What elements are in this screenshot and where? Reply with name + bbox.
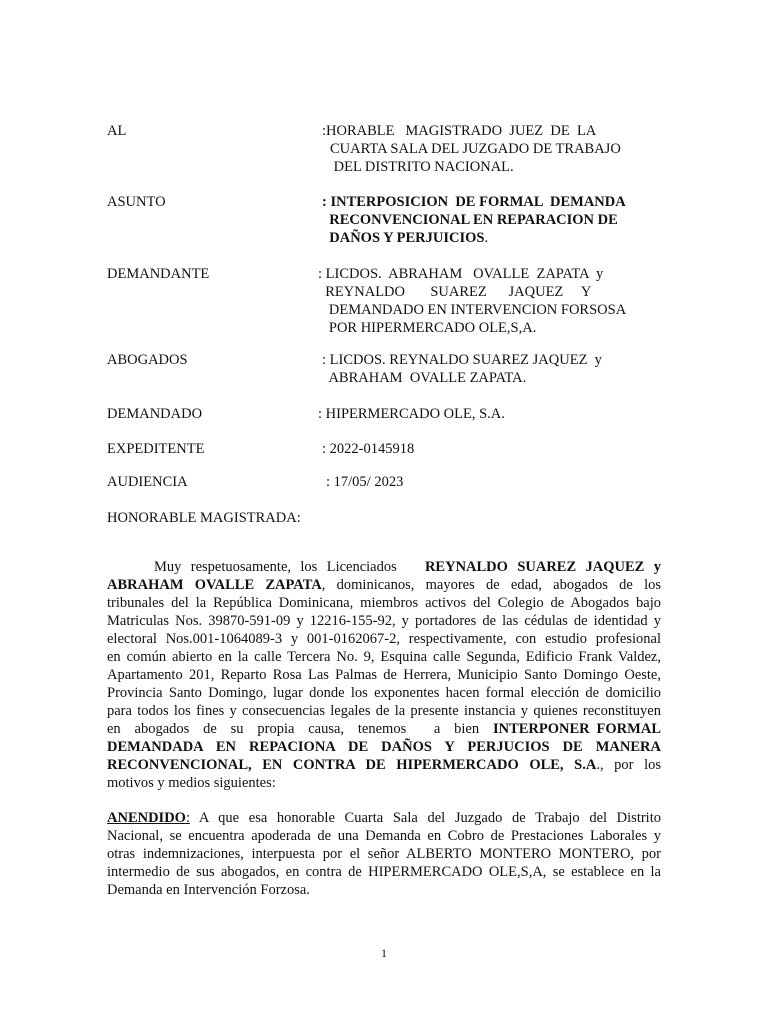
- p1-line-2-text: , dominicanos, mayores de edad, abogados de los: [321, 577, 661, 593]
- p1-line-5: electoral Nos.001-1064089-3 y 001-0162067-2, respectivamente, con estudio profesional: [107, 631, 661, 647]
- p1-line-11: DEMANDADA EN REPACIONA DE DAÑOS Y PERJUCIOS DE MANERA: [107, 739, 661, 755]
- p1-line-1: [107, 558, 661, 576]
- al-line-2: CUARTA SALA DEL JUZGADO DE TRABAJO: [330, 141, 621, 157]
- abogados-line-2: ABRAHAM OVALLE ZAPATA.: [322, 370, 527, 386]
- header-value-demandado: : HIPERMERCADO OLE, S.A.: [318, 406, 505, 422]
- p1-bold-name-2: ABRAHAM OVALLE ZAPATA: [107, 577, 322, 593]
- asunto-line-2: RECONVENCIONAL EN REPARACION DE: [322, 212, 618, 228]
- asunto-line-3-text: DAÑOS Y PERJUICIOS: [322, 230, 485, 246]
- abogados-line-1: : LICDOS. REYNALDO SUAREZ JAQUEZ y: [322, 352, 602, 368]
- p1-line-6: en común abierto en la calle Tercera No. 9, Esquina calle Segunda, Edificio Frank Valdez,: [107, 649, 661, 665]
- p2-line-1-text: A que esa honorable Cuarta Sala del Juzgado de Trabajo del Distrito: [189, 810, 661, 826]
- p1-line-10-text: en abogados de su propia causa, tenemos a bien: [107, 721, 493, 737]
- asunto-trailing-period: .: [484, 230, 489, 246]
- p1-line-10: [107, 720, 661, 738]
- demandante-line-1: : LICDOS. ABRAHAM OVALLE ZAPATA y: [318, 266, 604, 282]
- p2-line-4: intermedio de sus abogados, en contra de HIPERMERCADO OLE,S,A, se establece en la: [107, 864, 661, 880]
- p2-line-3: otras indemnizaciones, interpuesta por el señor ALBERTO MONTERO MONTERO, por: [107, 846, 661, 862]
- header-label-asunto: ASUNTO: [107, 194, 166, 210]
- header-label-al: AL: [107, 123, 127, 139]
- header-value-asunto: [322, 193, 642, 247]
- p2-line-2: Nacional, se encuentra apoderada de una Demanda en Cobro de Prestaciones Laborales y: [107, 828, 661, 844]
- header-label-demandante: DEMANDANTE: [107, 266, 210, 282]
- p1-line-1-text: Muy respetuosamente, los Licenciados: [107, 559, 425, 575]
- p1-line-12-text: ., por los: [596, 757, 661, 773]
- paragraph-1: [107, 558, 661, 792]
- paragraph-2: [107, 809, 661, 899]
- p2-line-5: Demanda en Intervención Forzosa.: [107, 882, 310, 898]
- header-label-abogados: ABOGADOS: [107, 352, 188, 368]
- p1-line-2: [107, 576, 661, 594]
- al-line-3: DEL DISTRITO NACIONAL.: [330, 159, 514, 175]
- p1-line-9: para todos los fines y consecuencias legales de la presente instancia y quienes reconstituyen: [107, 703, 661, 719]
- p1-bold-name: REYNALDO SUAREZ JAQUEZ y: [424, 559, 661, 575]
- header-value-abogados: [322, 351, 642, 387]
- p1-line-12-bold: RECONVENCIONAL, EN CONTRA DE HIPERMERCADO OLE, S.A: [107, 757, 597, 773]
- p2-line-1: [107, 809, 661, 827]
- demandante-line-2: REYNALDO SUAREZ JAQUEZ Y: [318, 284, 592, 300]
- demandante-line-4: POR HIPERMERCADO OLE,S,A.: [318, 320, 537, 336]
- header-value-audiencia: : 17/05/ 2023: [326, 474, 404, 490]
- header-value-al: [322, 122, 642, 176]
- p2-lead: ANENDIDO: [107, 810, 186, 826]
- demandante-line-3: DEMANDADO EN INTERVENCION FORSOSA: [318, 302, 627, 318]
- p1-line-4: Matriculas Nos. 39870-591-09 y 12216-155-92, y portadores de las cédulas de identidad y: [107, 613, 661, 629]
- header-label-demandado: DEMANDADO: [107, 406, 203, 422]
- al-line-1: :HORABLE MAGISTRADO JUEZ DE LA: [322, 123, 597, 139]
- asunto-line-1: : INTERPOSICION DE FORMAL DEMANDA: [322, 194, 626, 210]
- p1-line-7: Apartamento 201, Reparto Rosa Las Palmas de Herrera, Municipio Santo Domingo Oeste,: [107, 667, 661, 683]
- p1-line-8: Provincia Santo Domingo, lugar donde los exponentes hacen formal elección de domicilio: [107, 685, 661, 701]
- p1-line-10-bold: INTERPONER FORMAL: [492, 721, 661, 737]
- header-label-expediente: EXPEDITENTE: [107, 441, 205, 457]
- asunto-line-3: [322, 229, 642, 247]
- p1-line-12: [107, 756, 661, 774]
- p2-lead-colon: :: [185, 810, 190, 826]
- header-label-audiencia: AUDIENCIA: [107, 474, 188, 490]
- page-number: 1: [381, 946, 387, 960]
- header-value-expediente: : 2022-0145918: [322, 441, 415, 457]
- header-value-demandante: [318, 265, 638, 337]
- p1-line-3: tribunales del la República Dominicana, miembros activos del Colegio de Abogados bajo: [107, 595, 661, 611]
- salutation: HONORABLE MAGISTRADA:: [107, 510, 301, 526]
- p1-line-13: motivos y medios siguientes:: [107, 775, 276, 791]
